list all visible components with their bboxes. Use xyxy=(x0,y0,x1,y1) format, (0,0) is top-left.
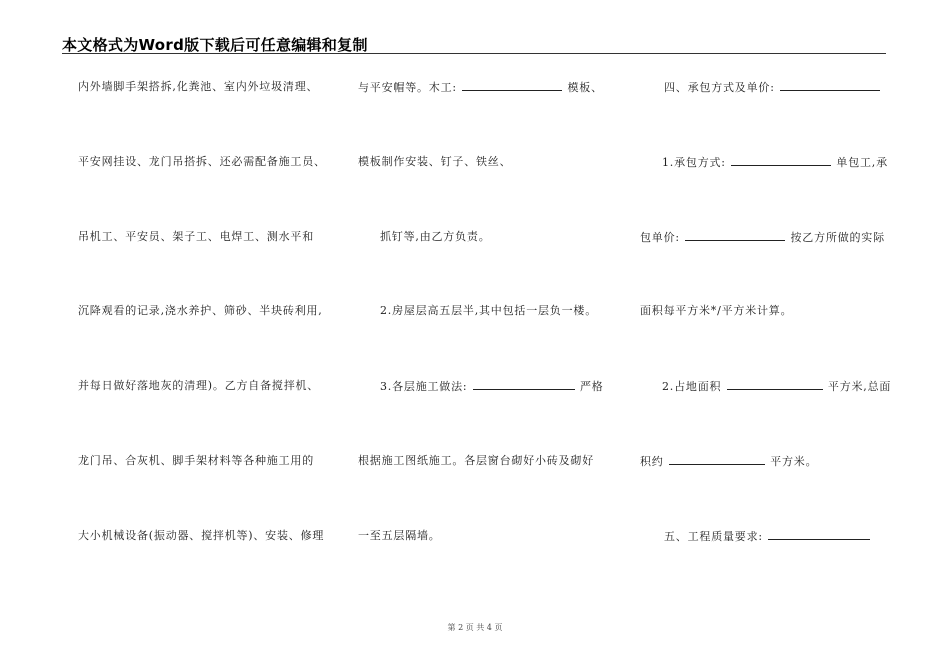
text-line xyxy=(664,529,871,544)
line-text: 按乙方所做的实际 xyxy=(790,231,885,244)
text-line: 一至五层隔墙。 xyxy=(358,529,441,542)
text-line: 内外墙脚手架搭拆,化粪池、室内外垃圾清理、 xyxy=(78,80,319,93)
text-line xyxy=(380,379,604,394)
text-line xyxy=(662,155,888,170)
text-line xyxy=(358,80,603,95)
text-line: 沉降观看的记录,浇水养护、筛砂、半块砖利用, xyxy=(78,304,323,317)
line-text: 单包工,承 xyxy=(836,156,888,169)
line-text: 五、工程质量要求: xyxy=(664,530,763,543)
text-line xyxy=(640,454,817,469)
line-text: 积约 xyxy=(640,455,664,468)
fill-in-blank[interactable] xyxy=(685,230,785,241)
line-text: 严格 xyxy=(580,380,604,393)
text-line xyxy=(640,230,885,245)
page-number: 第 2 页 共 4 页 xyxy=(447,623,503,632)
text-line: 模板制作安装、钉子、铁丝、 xyxy=(358,155,512,168)
fill-in-blank[interactable] xyxy=(768,529,870,540)
text-line: 吊机工、平安员、架子工、电焊工、测水平和 xyxy=(78,230,314,243)
text-column-2 xyxy=(358,80,608,560)
line-text: 1.承包方式: xyxy=(662,156,726,169)
text-line: 平安网挂设、龙门吊搭拆、还必需配备施工员、 xyxy=(78,155,326,168)
line-text: 平方米,总面 xyxy=(827,380,892,393)
line-text: 包单价: xyxy=(640,231,680,244)
text-line: 面积每平方米*/平方米计算。 xyxy=(640,304,793,317)
text-line: 大小机械设备(振动器、搅拌机等)、安装、修理 xyxy=(78,529,325,542)
header-divider xyxy=(62,53,886,54)
line-text: 2.占地面积 xyxy=(662,380,722,393)
text-line xyxy=(664,80,881,95)
line-text: 四、承包方式及单价: xyxy=(664,81,775,94)
fill-in-blank[interactable] xyxy=(669,454,765,465)
text-column-1 xyxy=(78,80,328,560)
line-text: 与平安帽等。木工: xyxy=(358,81,457,94)
line-text: 模板、 xyxy=(567,81,603,94)
fill-in-blank[interactable] xyxy=(473,379,575,390)
fill-in-blank[interactable] xyxy=(462,80,562,91)
fill-in-blank[interactable] xyxy=(727,379,823,390)
text-line: 龙门吊、合灰机、脚手架材料等各种施工用的 xyxy=(78,454,314,467)
text-line: 根据施工图纸施工。各层窗台砌好小砖及砌好 xyxy=(358,454,594,467)
line-text: 平方米。 xyxy=(770,455,818,468)
text-line xyxy=(662,379,891,394)
fill-in-blank[interactable] xyxy=(731,155,831,166)
fill-in-blank[interactable] xyxy=(780,80,880,91)
text-line: 2.房屋层高五层半,其中包括一层负一楼。 xyxy=(380,304,597,317)
line-text: 3.各层施工做法: xyxy=(380,380,468,393)
text-line: 并每日做好落地灰的清理)。乙方自备搅拌机、 xyxy=(78,379,320,392)
text-column-3 xyxy=(640,80,890,560)
text-line: 抓钉等,由乙方负责。 xyxy=(380,230,491,243)
document-header-title: 本文格式为Word版下载后可任意编辑和复制 xyxy=(62,36,368,54)
